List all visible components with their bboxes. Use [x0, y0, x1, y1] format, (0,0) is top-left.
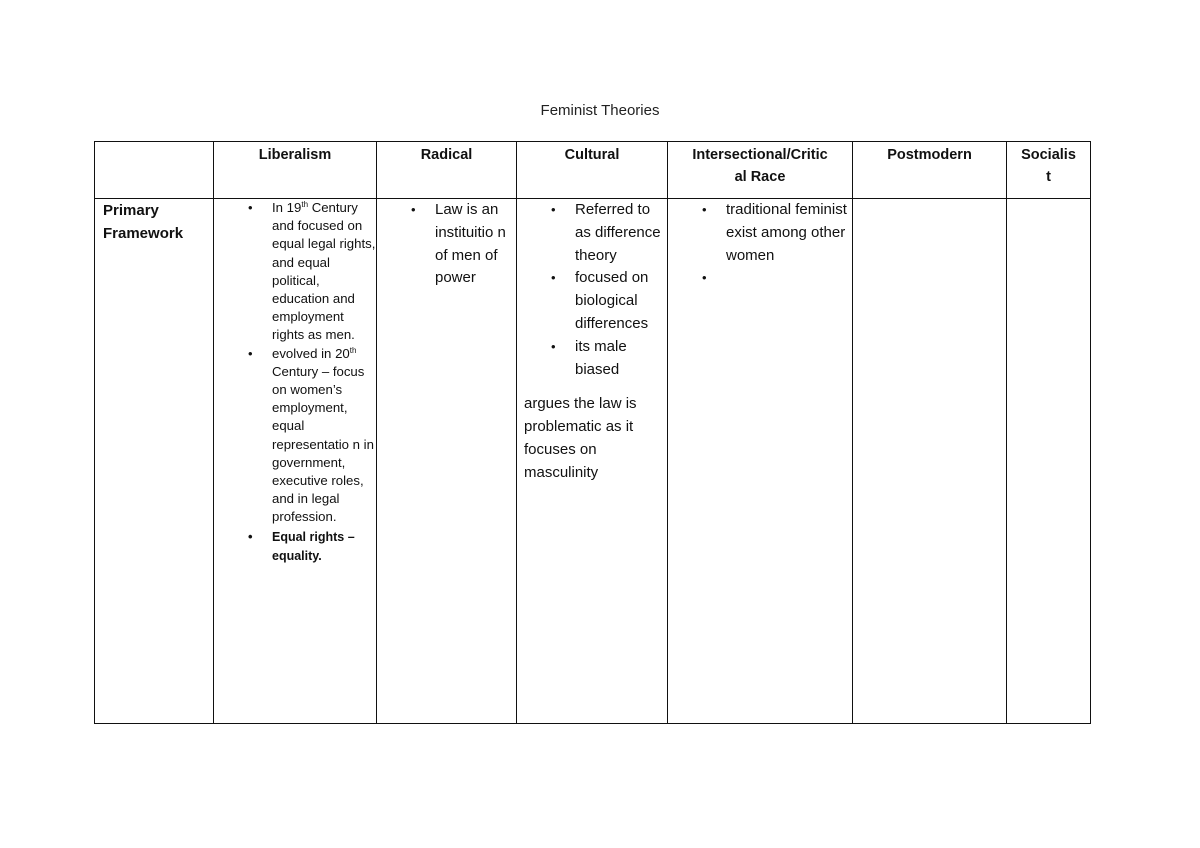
header-cultural: Cultural — [517, 142, 668, 199]
cultural-paragraph: argues the law is problematic as it focuses on masculinity — [524, 395, 637, 481]
radical-list — [377, 199, 516, 290]
intersectional-list — [668, 199, 852, 290]
header-radical: Radical — [377, 142, 517, 199]
radical-cell — [377, 199, 517, 724]
list-item: • focused on biological differences — [575, 267, 667, 335]
postmodern-cell — [853, 199, 1007, 724]
header-socialist — [1007, 142, 1091, 199]
header-intersectional-line2: al Race — [734, 169, 786, 185]
list-item: • Referred to as difference theory — [575, 199, 667, 267]
list-item: • traditional feminist exist among other women — [726, 199, 852, 267]
intersectional-cell — [668, 199, 853, 724]
row-label-cell — [95, 199, 214, 724]
list-item: • evolved in 20th Century – focus on women’s employment, equal representatio n in government, executive roles, and in legal profession. — [272, 345, 376, 527]
list-item: • In 19th Century and focused on equal legal rights, and equal political, education and employment rights as men. — [272, 199, 376, 345]
header-liberalism: Liberalism — [214, 142, 377, 199]
list-item: • Law is an instituitio n of men of power — [435, 199, 516, 290]
header-socialist-line1: Socialis — [1021, 147, 1076, 163]
header-postmodern: Postmodern — [853, 142, 1007, 199]
feminist-theories-table — [94, 141, 1091, 724]
header-intersectional-line1: Intersectional/Critic — [692, 147, 828, 163]
liberalism-cell — [214, 199, 377, 724]
list-item: • its male biased — [575, 336, 667, 382]
cultural-list — [517, 199, 667, 381]
list-item-empty — [726, 267, 852, 290]
list-item: • Equal rights – equality. — [272, 527, 376, 566]
document-title: Feminist Theories — [540, 102, 660, 119]
header-intersectional — [668, 142, 853, 199]
header-socialist-line2: t — [1046, 169, 1051, 185]
header-row — [95, 142, 1091, 199]
liberalism-list — [214, 199, 376, 566]
primary-framework-row — [95, 199, 1091, 724]
cultural-cell — [517, 199, 668, 724]
header-empty-cell — [95, 142, 214, 199]
row-label: Primary Framework — [103, 202, 184, 242]
socialist-cell — [1007, 199, 1091, 724]
